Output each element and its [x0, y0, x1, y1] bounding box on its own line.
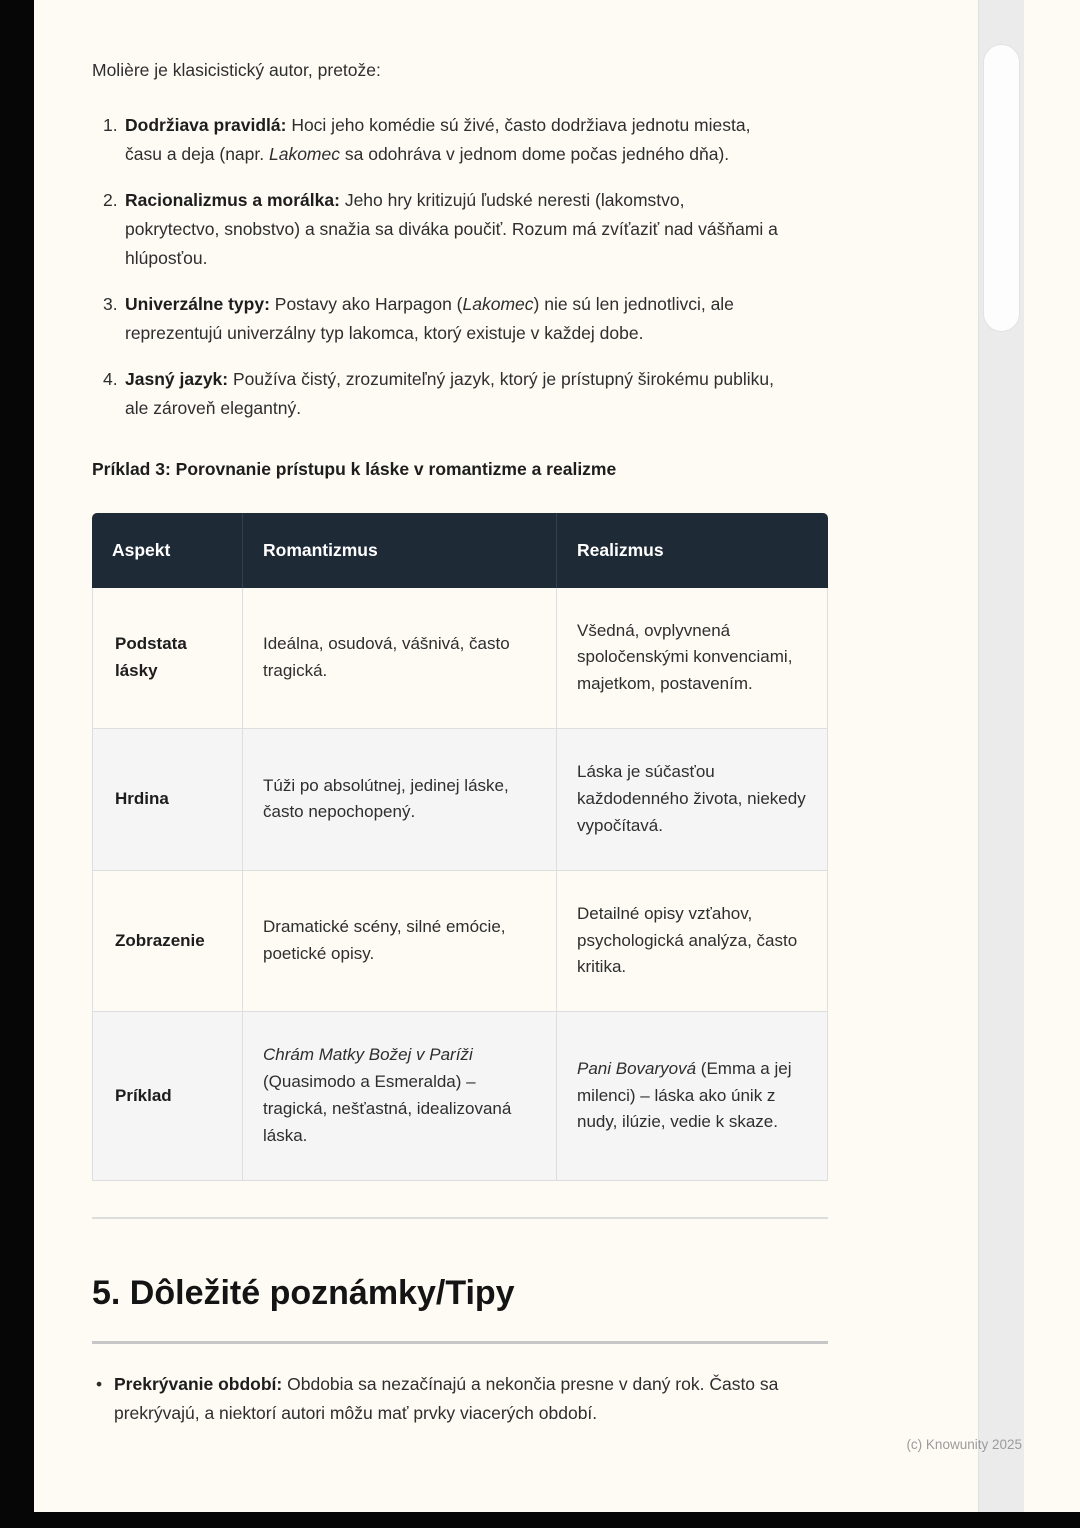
column-header-realizmus: Realizmus: [557, 513, 828, 588]
list-item-text: [125, 186, 782, 273]
numbered-list: [92, 111, 782, 423]
table-row: [92, 588, 828, 730]
list-item: [92, 365, 782, 423]
scrollbar[interactable]: [978, 0, 1024, 1512]
table-row: [92, 1012, 828, 1180]
document-content: [92, 0, 828, 1428]
list-item-segment: Postavy ako Harpagon (: [269, 294, 463, 315]
row-label: Zobrazenie: [92, 871, 243, 1013]
row-label: Príklad: [92, 1012, 243, 1180]
heading-underline: [92, 1341, 828, 1344]
list-item-text: [125, 365, 782, 423]
row-label: Podstata lásky: [92, 588, 243, 730]
list-item-segment: Jeho hry kritizujú ľudské neresti (lakomstvo, pokrytectvo, snobstvo) a snažia sa diváka poučiť. Rozum má zvíťaziť nad vášňami a hlúposťou.: [125, 190, 778, 269]
table-title: Príklad 3: Porovnanie prístupu k láske v romantizme a realizme: [92, 459, 617, 480]
cell-text-segment: (Quasimodo a Esmeralda) – tragická, nešťastná, idealizovaná láska.: [263, 1072, 512, 1145]
list-item-lead: Racionalizmus a morálka:: [125, 190, 340, 211]
list-item-italic: Lakomec: [462, 294, 534, 315]
list-item-italic: Lakomec: [268, 144, 340, 165]
cell-romantizmus: [243, 1012, 557, 1180]
list-item-lead: Dodržiava pravidlá:: [125, 115, 287, 136]
watermark: (c) Knowunity 2025: [906, 1437, 1022, 1452]
intro-paragraph: Molière je klasicistický autor, pretože:: [92, 60, 381, 80]
table-row: [92, 729, 828, 871]
section-heading: 5. Dôležité poznámky/Tipy: [92, 1273, 515, 1312]
cell-romantizmus: Ideálna, osudová, vášnivá, často tragická.: [243, 588, 557, 730]
section-divider: [92, 1217, 828, 1219]
cell-realizmus: Všedná, ovplyvnená spoločenskými konvenciami, majetkom, postavením.: [557, 588, 828, 730]
page-left-edge: [0, 0, 34, 1528]
cell-realizmus: Láska je súčasťou každodenného života, niekedy vypočítavá.: [557, 729, 828, 871]
list-item-segment: Hoci jeho komédie sú živé, často dodržiava jednotu miesta, času a deja (napr.: [125, 115, 751, 165]
list-item-lead: Univerzálne typy:: [125, 294, 270, 315]
list-number: 2.: [103, 190, 118, 211]
page-bottom-edge: [0, 1512, 1080, 1528]
cell-realizmus: [557, 1012, 828, 1180]
tip-segment: Obdobia sa nezačínajú a nekončia presne v daný rok. Často sa prekrývajú, a niektorí autori môžu mať prvky viacerých období.: [114, 1374, 779, 1424]
bullet-marker: •: [96, 1374, 103, 1395]
list-item-segment: sa odohráva v jednom dome počas jedného dňa).: [340, 144, 730, 165]
list-item-segment: Používa čistý, zrozumiteľný jazyk, ktorý je prístupný širokému publiku, ale zároveň elegantný.: [125, 369, 774, 419]
tips-list: [92, 1370, 816, 1428]
list-number: 3.: [103, 294, 118, 315]
cell-realizmus: Detailné opisy vzťahov, psychologická analýza, často kritika.: [557, 871, 828, 1013]
tip-text: [114, 1370, 816, 1428]
book-title-italic: Pani Bovaryová: [577, 1058, 697, 1078]
list-item: [92, 186, 782, 273]
table-header-row: [92, 513, 828, 588]
tip-item: [92, 1370, 816, 1428]
tip-lead: Prekrývanie období:: [114, 1374, 283, 1395]
list-item-text: [125, 111, 782, 169]
book-title-italic: Chrám Matky Božej v Paríži: [263, 1045, 473, 1065]
list-item: [92, 290, 782, 348]
list-item-lead: Jasný jazyk:: [125, 369, 229, 390]
cell-romantizmus: Dramatické scény, silné emócie, poetické opisy.: [243, 871, 557, 1013]
list-number: 4.: [103, 369, 118, 390]
row-label: Hrdina: [92, 729, 243, 871]
list-item-segment: ) nie sú len jednotlivci, ale reprezentujú univerzálny typ lakomca, ktorý existuje v každej dobe.: [125, 294, 734, 344]
cell-text-segment: (Emma a jej milenci) – láska ako únik z nudy, ilúzie, vedie k skaze.: [577, 1058, 792, 1132]
document-page: [34, 0, 1080, 1512]
list-number: 1.: [103, 115, 118, 136]
table-row: [92, 871, 828, 1013]
list-item-text: [125, 290, 782, 348]
list-item: [92, 111, 782, 169]
column-header-romantizmus: Romantizmus: [243, 513, 557, 588]
comparison-table: [92, 513, 828, 1181]
cell-romantizmus: Túži po absolútnej, jedinej láske, často nepochopený.: [243, 729, 557, 871]
column-header-aspekt: Aspekt: [92, 513, 243, 588]
scrollbar-thumb[interactable]: [983, 44, 1020, 332]
